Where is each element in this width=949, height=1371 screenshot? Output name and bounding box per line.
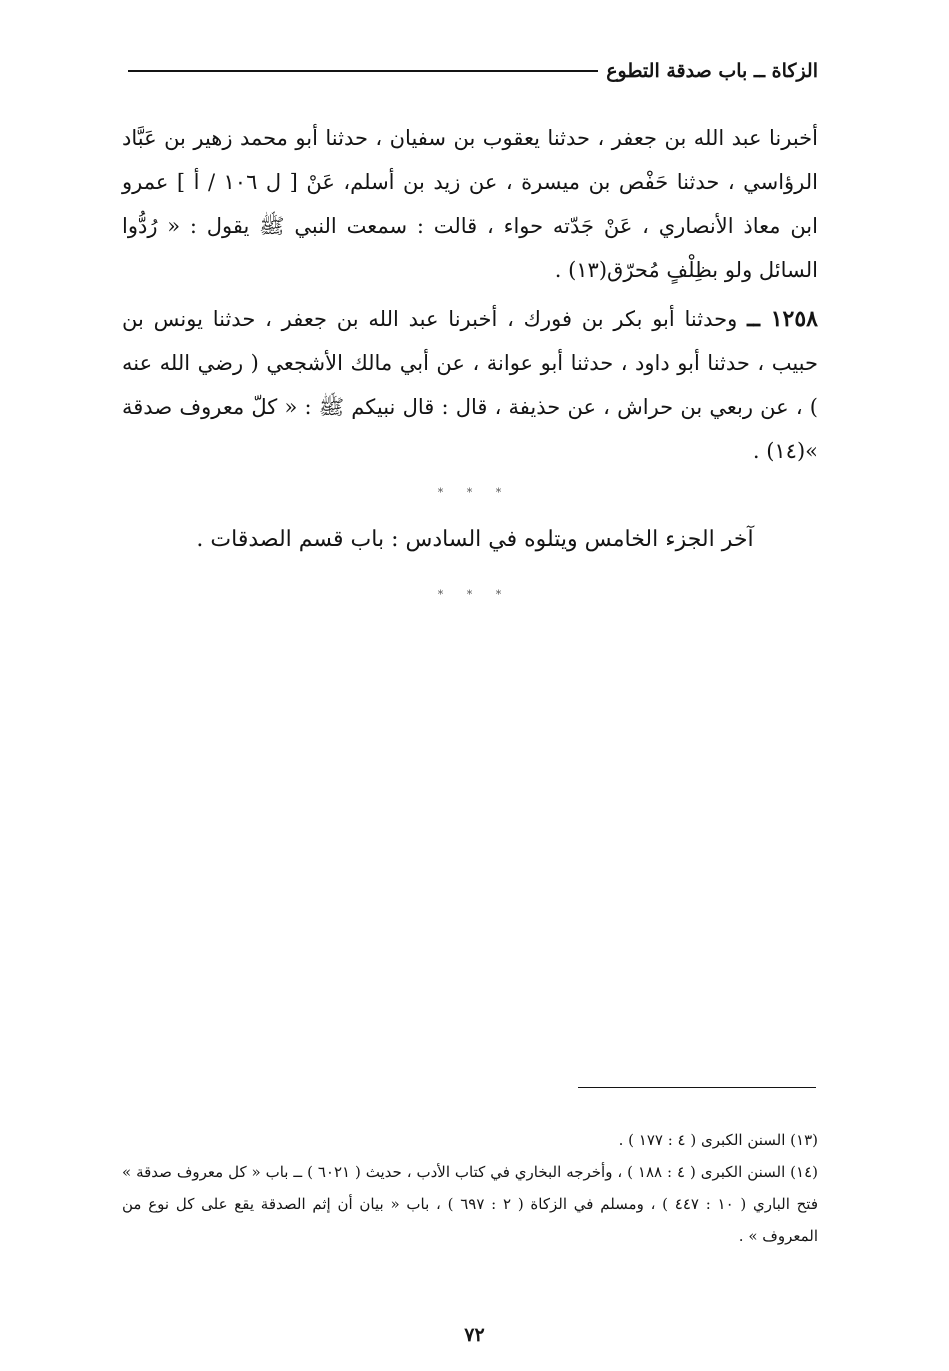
hadith-paragraph-2-text: وحدثنا أبو بكر بن فورك ، أخبرنا عبد الله بن جعفر ، حدثنا يونس بن حبيب ، حدثنا أبو داود ، حدثنا أبو عوانة ، عن أبي مالك الأشجعي ( رضي الله عنه ) ، عن ربعي بن حراش ، عن حذيفة ، قال : قال نبيكم ﷺ : « كلّ معروف صدقة »(١٤) . <box>122 307 818 463</box>
hadith-paragraph-2 <box>122 297 818 473</box>
hadith-number: ١٢٥٨ ــ <box>747 306 818 332</box>
colophon: آخر الجزء الخامس ويتلوه في السادس : باب قسم الصدقات . <box>196 527 754 552</box>
footnote-rule <box>578 1087 816 1088</box>
page-number: ٧٢ <box>464 1324 485 1346</box>
running-head <box>128 60 818 82</box>
footnote-14: (١٤) السنن الكبرى ( ٤ : ١٨٨ ) ، وأخرجه البخاري في كتاب الأدب ، حديث ( ٦٠٢١ ) ــ باب « كل معروف صدقة » فتح الباري ( ١٠ : ٤٤٧ ) ، ومسلم في الزكاة ( ٢ : ٦٩٧ ) ، باب « بيان أن إثم الصدقة يقع على كل نوع من المعروف » . <box>122 1163 819 1245</box>
section-separator: * * * <box>437 588 512 601</box>
section-separator: * * * <box>437 486 512 499</box>
running-head-title: الزكاة ــ باب صدقة التطوع <box>606 60 818 82</box>
hadith-paragraph-1: أخبرنا عبد الله بن جعفر ، حدثنا يعقوب بن سفيان ، حدثنا أبو محمد زهير بن عَبَّاد الرؤاسي ، حدثنا حَفْص بن ميسرة ، عن زيد بن أسلم، عَنْ [ ل ١٠٦ / أ ] عمرو ابن معاذ الأنصاري ، عَنْ جَدّته حواء ، قالت : سمعت النبي ﷺ يقول : « رُدُّوا السائل ولو بظِلْفٍ مُحرّق(١٣) . <box>122 126 818 282</box>
footnote-13: (١٣) السنن الكبرى ( ٤ : ١٧٧ ) . <box>618 1131 818 1149</box>
running-head-rule <box>128 70 598 72</box>
footnotes <box>122 1124 818 1252</box>
